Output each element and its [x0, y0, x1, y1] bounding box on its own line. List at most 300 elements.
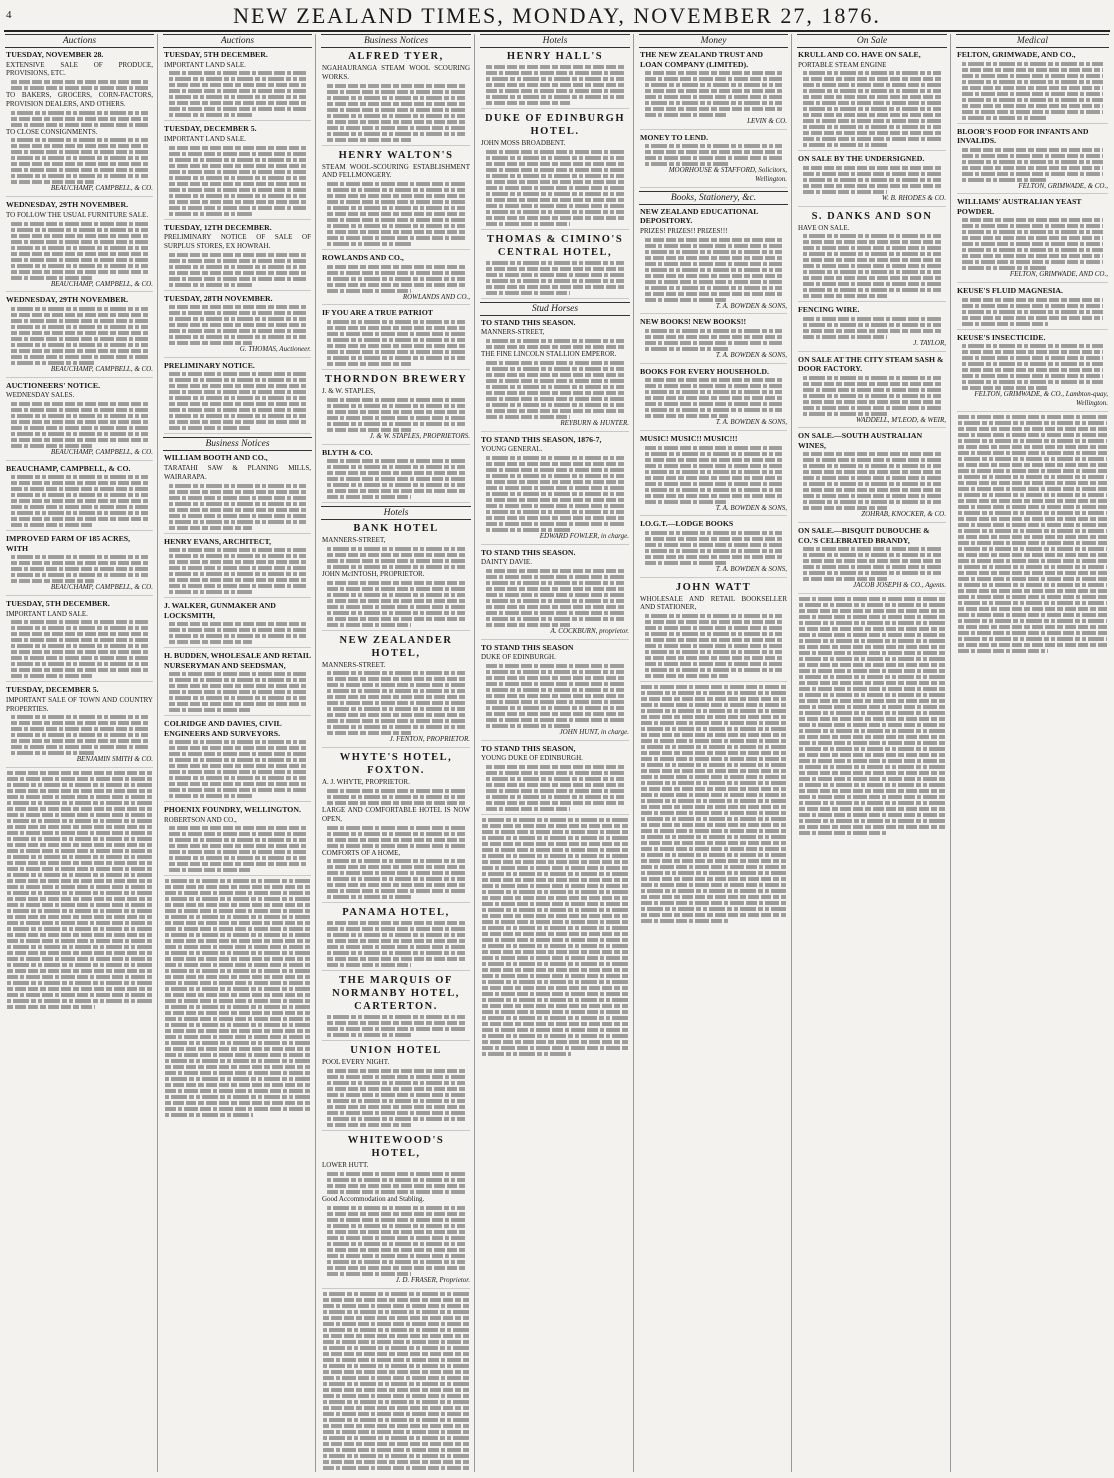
body-text-line [645, 335, 782, 339]
body-text-line [11, 626, 148, 630]
body-text-line [486, 89, 624, 93]
body-text-line [482, 824, 628, 828]
body-text-line [803, 190, 887, 194]
body-text-line [169, 378, 306, 382]
body-text-line [486, 664, 624, 668]
body-text-line [327, 1206, 465, 1210]
body-text-line [958, 631, 1107, 635]
body-text-line [169, 584, 306, 588]
body-text-line [7, 807, 152, 811]
advertisement [640, 133, 787, 188]
body-text-line [958, 547, 1107, 551]
body-text-line [962, 248, 1103, 252]
body-text-line [165, 1095, 310, 1099]
body-text-line [645, 378, 782, 382]
body-text-line [7, 789, 152, 793]
body-text-line [327, 789, 465, 793]
body-text-line [645, 162, 728, 166]
advertisement-title: THE MARQUIS OF NORMANBY HOTEL, CARTERTON. [332, 975, 460, 1013]
body-text-line [327, 90, 465, 94]
advertisement [6, 381, 153, 461]
advertisement-title: WHITEWOOD'S HOTEL, [347, 1135, 445, 1160]
body-text-line [327, 889, 465, 893]
body-text-line [323, 1292, 469, 1296]
advertisement-title: ON SALE.—BISQUIT DUBOUCHE & CO.'S CELEBRATED BRANDY, [798, 526, 930, 545]
body-text-line [11, 402, 148, 406]
advertisement-title: TUESDAY, 12TH DECEMBER. [164, 222, 272, 232]
body-text-line [7, 993, 152, 997]
body-text-line [958, 463, 1107, 467]
advertisement [957, 286, 1108, 330]
body-text-line [482, 1004, 628, 1008]
body-text-line [169, 868, 252, 872]
body-text-line [327, 1075, 465, 1079]
body-text-line [165, 897, 310, 901]
body-text-line [11, 258, 148, 262]
body-text-line [327, 1266, 465, 1270]
body-text-line [169, 212, 252, 216]
body-text-line [641, 889, 786, 893]
body-text-line [645, 494, 782, 498]
body-text-line [958, 427, 1107, 431]
body-text-line [486, 694, 624, 698]
advertisement [481, 435, 629, 545]
body-text-line [803, 565, 941, 569]
body-text-line [799, 645, 945, 649]
body-text-line [641, 751, 786, 755]
body-text-line [11, 523, 94, 527]
body-text-line [169, 856, 306, 860]
body-text-line [486, 397, 624, 401]
body-text-line [803, 137, 941, 141]
body-text-line [641, 805, 786, 809]
body-text-line [169, 862, 306, 866]
body-text-line [641, 685, 786, 689]
advertisement-text: STEAM WOOL-SCOURING ESTABLISHMENT AND FELLMONGERY. [322, 162, 470, 180]
body-text-line [486, 712, 624, 716]
body-text-line [486, 522, 624, 526]
body-text-line [7, 915, 152, 919]
body-text-line [11, 150, 148, 154]
body-text-line [486, 415, 570, 419]
body-text-line [486, 174, 624, 178]
body-text-line [962, 148, 1103, 152]
advertisement-text: ROBERTSON AND CO., [164, 815, 237, 824]
body-text-line [169, 838, 306, 842]
body-text-line [645, 470, 782, 474]
body-text-line [482, 944, 628, 948]
advertisement [798, 305, 946, 351]
advertisement [798, 154, 946, 206]
body-text-line [327, 1260, 465, 1264]
column-4 [477, 34, 634, 1472]
body-text-line [645, 668, 782, 672]
body-text-line [482, 920, 628, 924]
body-text-line [962, 68, 1103, 72]
body-text-line [482, 950, 628, 954]
body-text-line [799, 675, 945, 679]
body-text-line [799, 789, 945, 793]
advertisement-title: TO STAND THIS SEASON. [481, 317, 576, 327]
body-text-line [327, 623, 411, 627]
body-text-line [645, 256, 782, 260]
body-text-line [799, 735, 945, 739]
body-text-line [958, 433, 1107, 437]
body-text-line [645, 476, 782, 480]
advertisement-title: AUCTIONEERS' NOTICE. [6, 380, 101, 390]
body-text-line [7, 771, 152, 775]
body-text-line [11, 727, 148, 731]
advertisement-text: LOWER HUTT. [322, 1161, 369, 1170]
body-text-line [482, 908, 628, 912]
body-text-line [165, 1059, 310, 1063]
advertisement [6, 200, 153, 292]
body-text-line [169, 107, 306, 111]
body-text-line [165, 879, 310, 883]
body-text-line [645, 286, 782, 290]
body-text-line [641, 811, 786, 815]
advertisement-title: NEW ZEALANDER HOTEL, [339, 634, 453, 659]
advertisement [164, 50, 311, 121]
body-text-line [803, 282, 941, 286]
body-text-line [486, 611, 624, 615]
body-text-line [803, 317, 941, 321]
advertisement-title: TUESDAY, NOVEMBER 28. [6, 50, 104, 59]
advertisement-text: NGAHAURANGA STEAM WOOL SCOURING WORKS. [322, 64, 470, 81]
body-text-line [803, 89, 941, 93]
body-text-line [7, 795, 152, 799]
body-text-line [327, 465, 465, 469]
body-text-line [486, 724, 570, 728]
body-text-line [486, 480, 624, 484]
advertisement-text: JOHN MOSS BROADBENT. [481, 139, 566, 147]
body-text-line [803, 71, 941, 75]
body-text-line [799, 807, 945, 811]
advertisement-signature: T. A. BOWDEN & SONS, [715, 503, 787, 512]
body-text-line [327, 1254, 465, 1258]
body-text-line [486, 361, 624, 365]
body-text-line [11, 475, 148, 479]
body-text-line [165, 963, 310, 967]
body-text-line [641, 793, 786, 797]
body-text-line [323, 1316, 469, 1320]
body-text-line [327, 84, 465, 88]
body-text-line [169, 490, 306, 494]
body-text-line [169, 71, 306, 75]
body-text-line [169, 372, 306, 376]
body-text-line [7, 873, 152, 877]
advertisement [164, 294, 311, 358]
body-text-line [641, 817, 786, 821]
body-text-line [7, 843, 152, 847]
body-text-line [165, 1113, 253, 1117]
advertisement-signature: MOORHOUSE & STAFFORD, Solicitors, Wellington. [668, 166, 787, 184]
body-text-line [486, 783, 624, 787]
body-text-line [799, 777, 945, 781]
body-text-line [486, 95, 624, 99]
section-heading: Books, Stationery, &c. [639, 191, 788, 205]
body-text-line [799, 801, 945, 805]
advertisement [957, 333, 1108, 412]
body-text-line [486, 599, 624, 603]
advertisement [640, 519, 787, 577]
body-text-line [482, 836, 628, 840]
advertisement-title: THOMAS & CIMINO'S CENTRAL HOTEL, [486, 233, 624, 258]
advertisement-text: IMPORTANT LAND SALE. [164, 60, 246, 69]
body-text-line [486, 498, 624, 502]
body-text-line [169, 690, 306, 694]
body-text-line [165, 993, 310, 997]
body-text-line [486, 367, 624, 371]
body-text-line [327, 271, 465, 275]
advertisement-signature: J. TAYLOR, [913, 338, 946, 347]
body-text-line [482, 1010, 628, 1014]
body-text-line [327, 617, 465, 621]
body-text-line [327, 194, 465, 198]
body-text-line [645, 620, 782, 624]
body-text-line [645, 656, 782, 660]
advertisement-title: TO STAND THIS SEASON. [481, 547, 576, 557]
body-text-line [645, 626, 782, 630]
body-text-line [486, 168, 624, 172]
body-text-line [482, 890, 628, 894]
advertisement-text: PRIZES! PRIZES!! PRIZES!!! [640, 226, 728, 235]
body-text-line [645, 674, 728, 678]
body-text-line [169, 496, 306, 500]
body-text-line [165, 921, 310, 925]
advertisement [322, 1044, 470, 1131]
body-text-line [482, 992, 628, 996]
body-text-line [327, 362, 411, 366]
body-text-line [486, 688, 624, 692]
advertisement-text: MANNERS-STREET. [322, 660, 386, 669]
body-text-line [327, 677, 465, 681]
body-text-line [165, 939, 310, 943]
section-heading: Business Notices [163, 437, 312, 451]
advertisement-text: YOUNG GENERAL. [481, 445, 543, 454]
body-text-line [327, 188, 465, 192]
body-text-line [327, 126, 465, 130]
advertisement [481, 744, 629, 815]
advertisement [164, 223, 311, 291]
advertisement-signature: REYBURN & HUNTER. [560, 418, 629, 427]
body-text-line [165, 1107, 310, 1111]
body-text-line [7, 975, 152, 979]
body-text-line [327, 236, 465, 240]
body-text-line [958, 445, 1107, 449]
body-text-line [962, 218, 1103, 222]
body-text-line [7, 957, 152, 961]
body-text-line [482, 902, 628, 906]
body-text-line [962, 104, 1103, 108]
body-text-line [327, 826, 465, 830]
body-text-line [803, 559, 941, 563]
body-text-line [803, 252, 941, 256]
body-text-line [169, 502, 306, 506]
body-text-line [7, 999, 152, 1003]
body-text-line [645, 298, 728, 302]
body-text-line [486, 617, 624, 621]
body-text-line [645, 452, 782, 456]
body-text-line [165, 1041, 310, 1045]
body-text-line [803, 264, 941, 268]
advertisement-title: TO STAND THIS SEASON, [481, 743, 576, 753]
body-text-line [165, 891, 310, 895]
body-text-line [803, 476, 941, 480]
body-text-line [11, 517, 148, 521]
advertisement [322, 373, 470, 445]
body-text-line [645, 632, 782, 636]
body-text-line [327, 1069, 465, 1073]
body-text-line [486, 569, 624, 573]
advertisement-title: BLYTH & CO. [322, 447, 373, 457]
body-text-line [482, 884, 628, 888]
advertisement-signature: BEAUCHAMP, CAMPBELL, & CO. [50, 447, 153, 456]
body-text-line [799, 783, 945, 787]
body-text-line [486, 385, 624, 389]
section-heading: Auctions [5, 34, 154, 48]
advertisement-title: TO STAND THIS SEASON, 1876-7, [481, 434, 602, 444]
body-text-line [486, 77, 624, 81]
body-text-line [645, 614, 782, 618]
body-text-line [486, 291, 570, 295]
body-text-line [645, 292, 782, 296]
advertisement-title: PRELIMINARY NOTICE. [164, 360, 255, 370]
body-text-line [486, 605, 624, 609]
body-text-line [7, 903, 152, 907]
body-text-line [169, 311, 306, 315]
advertisement [164, 537, 311, 599]
body-text-line [169, 305, 306, 309]
advertisement-signature: JACOB JOSEPH & CO., Agents. [853, 581, 946, 590]
body-text-line [962, 386, 1048, 390]
body-text-line [11, 751, 94, 755]
body-text-line [323, 1394, 469, 1398]
body-text-line [803, 553, 941, 557]
body-text-line [962, 310, 1103, 314]
body-text-line [169, 548, 306, 552]
body-text-line [11, 264, 148, 268]
body-text-line [803, 113, 941, 117]
column-1 [2, 34, 158, 1472]
body-text-line [641, 745, 786, 749]
body-text-line [641, 763, 786, 767]
body-text-line [169, 788, 306, 792]
body-text-line [169, 335, 306, 339]
body-text-line [11, 644, 148, 648]
advertisement-signature: W. B. RHODES & CO. [881, 193, 946, 202]
body-text-line [327, 283, 465, 287]
body-text-line [482, 962, 628, 966]
body-text-line [486, 65, 624, 69]
body-text-line [958, 469, 1107, 473]
advertisement-title: BEAUCHAMP, CAMPBELL, & CO. [6, 463, 131, 473]
masthead-title: NEW ZEALAND TIMES, MONDAY, NOVEMBER 27, 1876. [233, 3, 881, 28]
body-text-line [323, 1310, 469, 1314]
advertisement [640, 367, 787, 431]
body-text-line [169, 426, 252, 430]
body-text-line [7, 945, 152, 949]
advertisement-title: WHYTE'S HOTEL, FOXTON. [339, 752, 453, 777]
advertisement-text: TO BAKERS, GROCERS, CORN-FACTORS, PROVISION DEALERS, AND OTHERS. [6, 91, 153, 108]
body-text-line [169, 520, 306, 524]
body-text-line [327, 138, 411, 142]
body-text-line [327, 416, 465, 420]
body-text-line [327, 713, 465, 717]
body-text-line [327, 795, 465, 799]
advertisement [640, 207, 787, 315]
body-text-line [327, 593, 465, 597]
body-text-line [486, 279, 624, 283]
body-text-line [486, 593, 624, 597]
body-text-line [799, 639, 945, 643]
body-text-line [7, 777, 152, 781]
advertisement-text: WHOLESALE AND RETAIL BOOKSELLER AND STATIONER, [640, 594, 787, 612]
body-text-line [7, 933, 152, 937]
body-text-line [641, 853, 786, 857]
body-text-line [962, 160, 1103, 164]
body-text-line [7, 801, 152, 805]
advertisement [322, 906, 470, 971]
body-text-line [482, 974, 628, 978]
body-text-line [645, 402, 782, 406]
advertisement-text: IMPORTANT SALE OF TOWN AND COUNTRY PROPERTIES. [6, 695, 153, 713]
advertisement [798, 526, 946, 594]
advertisement-signature: T. A. BOWDEN & SONS, [715, 350, 787, 359]
advertisement-title: FENCING WIRE. [798, 305, 860, 315]
body-text-line [165, 1083, 310, 1087]
section-heading: Business Notices [321, 34, 471, 48]
body-text-line [482, 866, 628, 870]
advertisement-title: KEUSE'S INSECTICIDE. [957, 332, 1046, 342]
body-text-line [486, 807, 570, 811]
body-text-line [11, 252, 148, 256]
body-text-line [482, 872, 628, 876]
body-text-line [803, 335, 887, 339]
body-text-line [169, 678, 306, 682]
body-text-line [641, 697, 786, 701]
body-text-line [482, 1016, 628, 1020]
body-text-line [327, 689, 465, 693]
body-text-line [7, 969, 152, 973]
body-text-line [169, 554, 306, 558]
advertisement [798, 355, 946, 429]
body-text-line [958, 535, 1107, 539]
body-text-line [327, 599, 465, 603]
body-text-line [169, 83, 306, 87]
body-text-line [962, 356, 1103, 360]
body-text-line [645, 531, 782, 535]
body-text-line [803, 178, 941, 182]
body-text-line [323, 1454, 469, 1458]
body-text-line [486, 162, 624, 166]
body-text-line [11, 180, 94, 184]
body-text-line [482, 914, 628, 918]
body-text-line [803, 329, 941, 333]
advertisement [164, 719, 311, 802]
body-text-line [803, 276, 941, 280]
body-text-line [641, 847, 786, 851]
body-text-line [645, 446, 782, 450]
body-text-line [169, 170, 306, 174]
advertisement [322, 634, 470, 749]
body-text-line [803, 412, 887, 416]
body-text-line [323, 1328, 469, 1332]
body-text-line [641, 721, 786, 725]
advertisement-text: TARATAHI SAW & PLANING MILLS, WAIRARAPA. [164, 463, 311, 481]
body-text-line [486, 180, 624, 184]
body-text-line [803, 382, 941, 386]
